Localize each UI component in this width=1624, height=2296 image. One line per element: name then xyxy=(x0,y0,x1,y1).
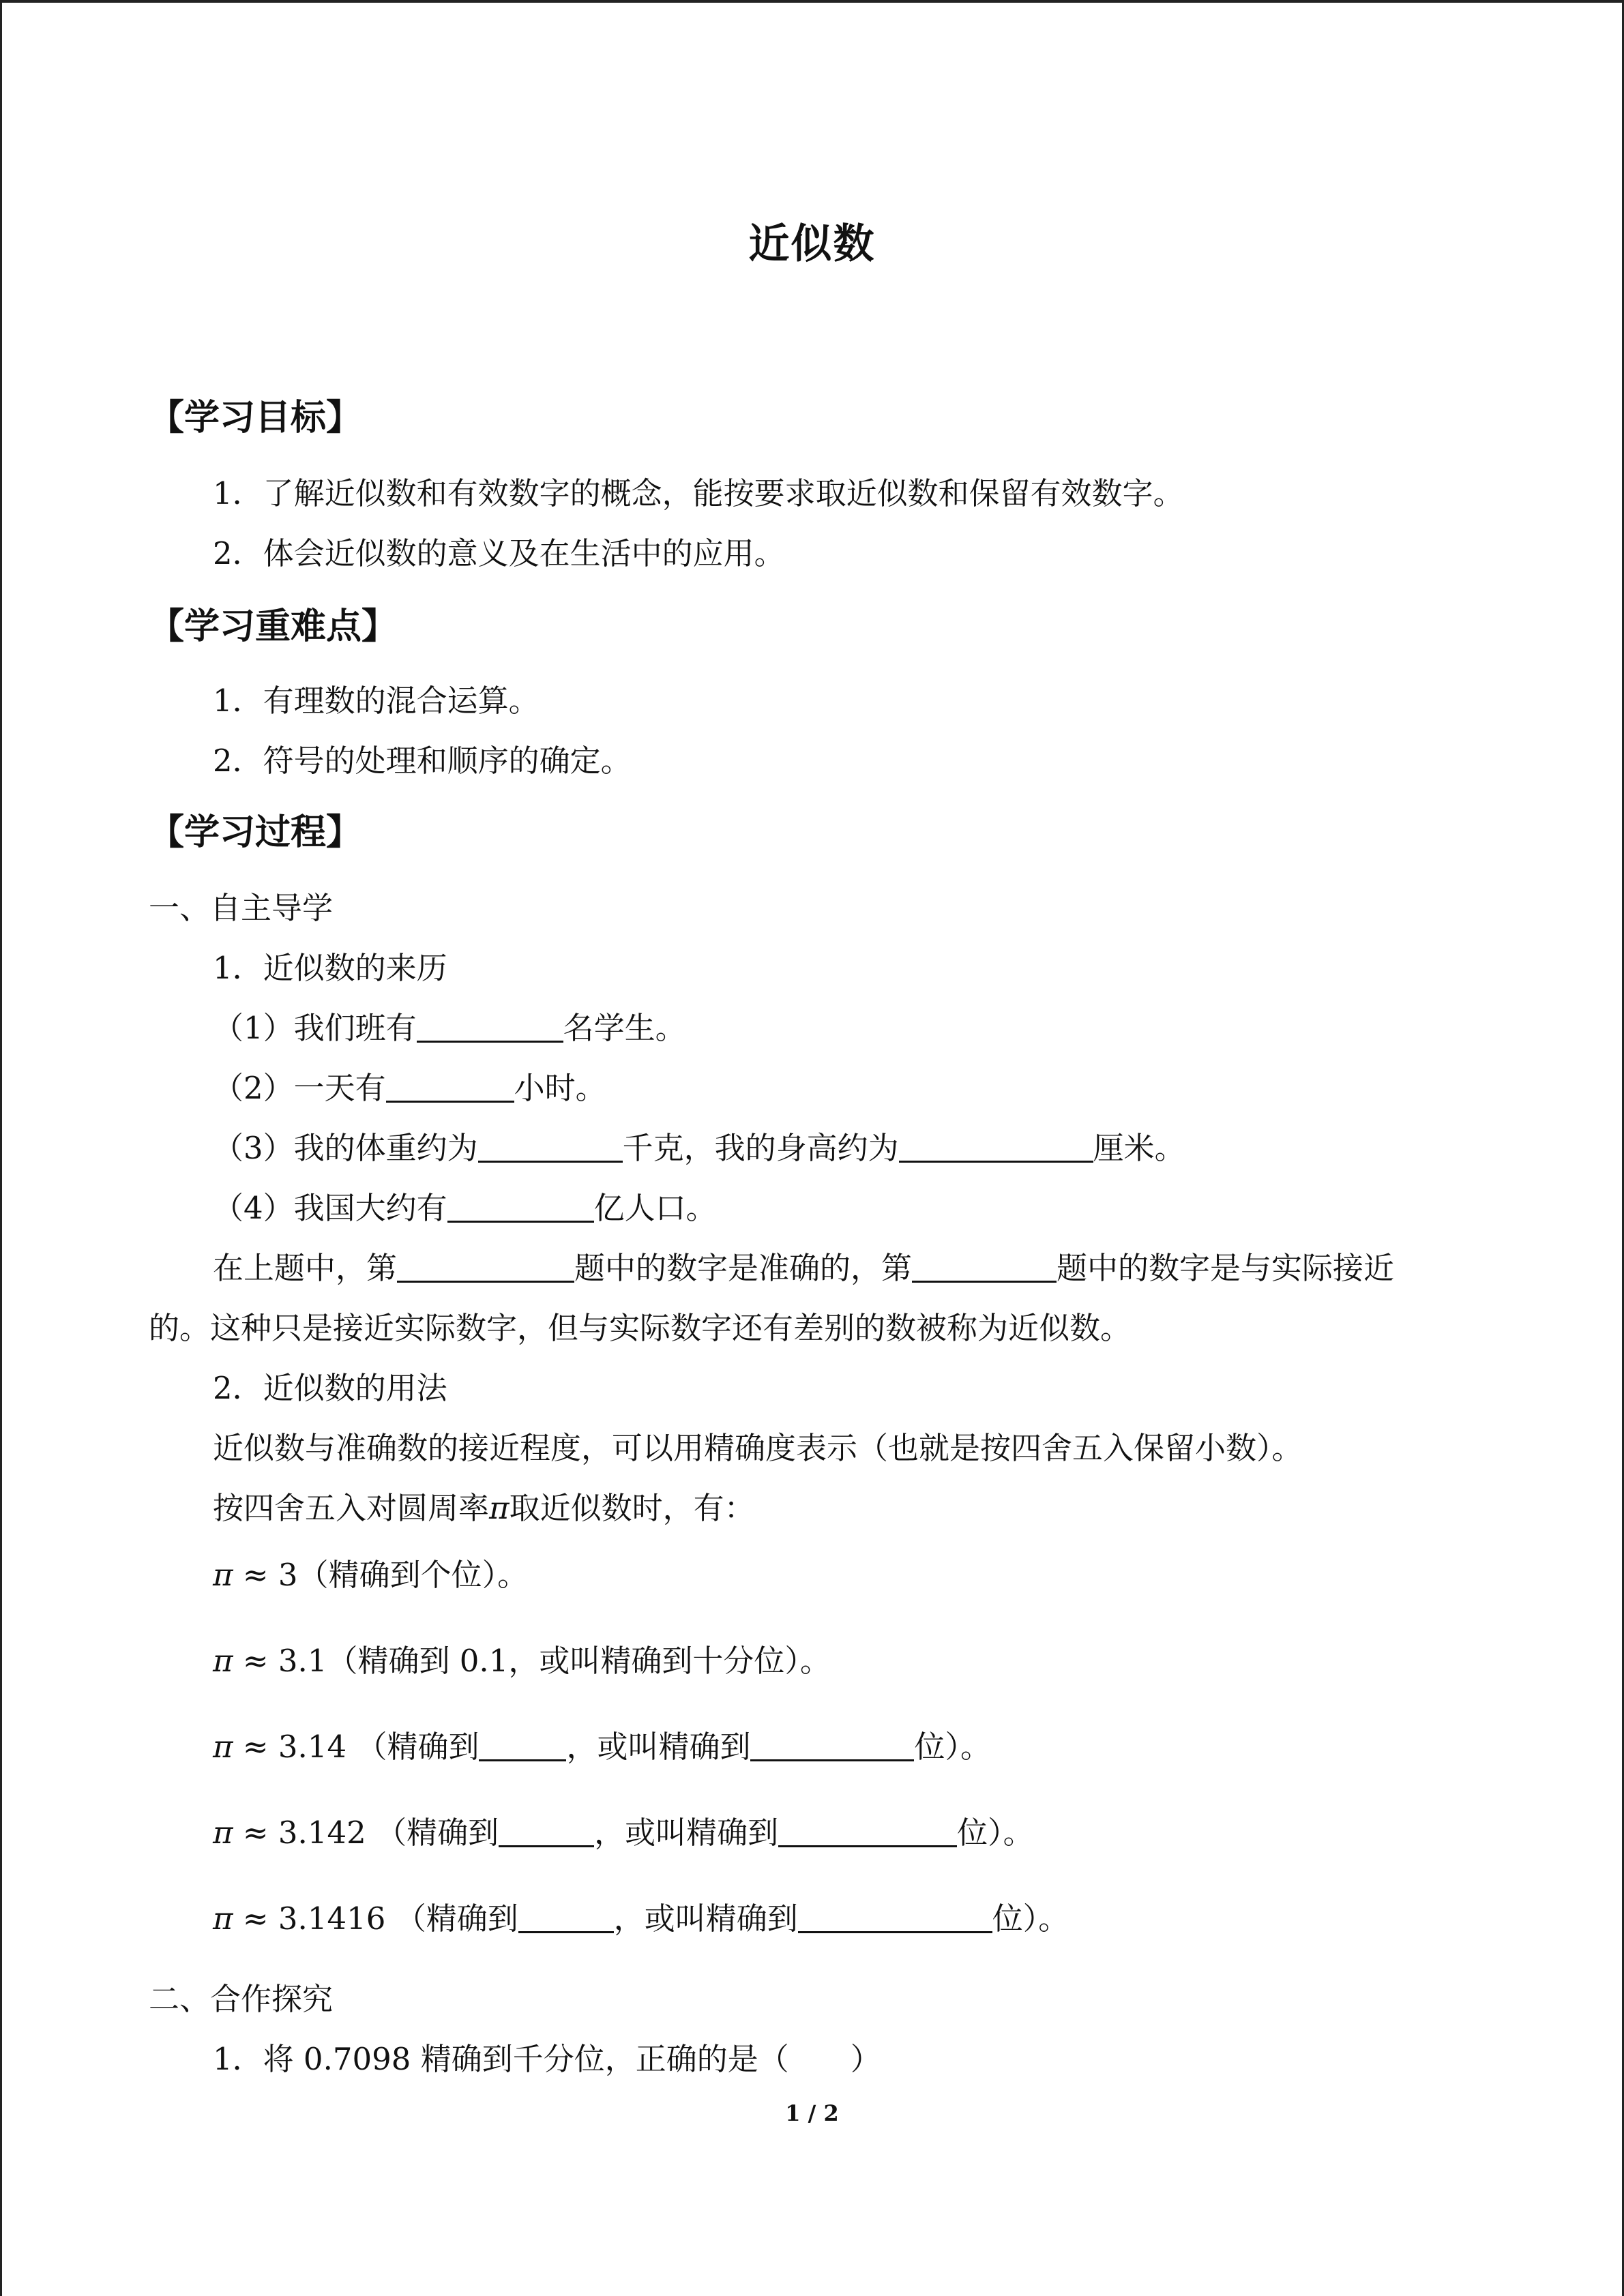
answer-blank[interactable] xyxy=(417,1009,563,1043)
part2-title: 二、合作探究 xyxy=(149,1981,334,2017)
answer-blank[interactable] xyxy=(447,1189,594,1223)
key-point-1: 1．有理数的混合运算。 xyxy=(213,683,540,719)
answer-blank[interactable] xyxy=(386,1069,514,1103)
question-4: （4）我国大约有 亿人口。 xyxy=(213,1190,717,1226)
pi-approx-4: π ≈ 3.142 （精确到 ，或叫精确到 位）。 xyxy=(213,1815,1034,1851)
explanation-paragraph: 在上题中，第 题中的数字是准确的，第 题中的数字是与实际接近 xyxy=(213,1250,1395,1286)
question-3: （3）我的体重约为 千克，我的身高约为 厘米。 xyxy=(213,1130,1185,1166)
key-point-2: 2．符号的处理和顺序的确定。 xyxy=(213,743,632,779)
pi-intro: 按四舍五入对圆周率π取近似数时，有： xyxy=(213,1490,755,1526)
answer-blank[interactable] xyxy=(912,1249,1057,1283)
pi-approx-3: π ≈ 3.14 （精确到 ，或叫精确到 位）。 xyxy=(213,1729,991,1765)
answer-blank[interactable] xyxy=(778,1814,957,1847)
sub1-title: 1．近似数的来历 xyxy=(213,950,447,986)
answer-blank[interactable] xyxy=(750,1728,914,1761)
page-border-left xyxy=(0,0,2,2296)
question-1: （1）我们班有 名学生。 xyxy=(213,1010,686,1046)
answer-blank[interactable] xyxy=(479,1728,566,1761)
page-number: 1 / 2 xyxy=(785,2100,839,2126)
heading-key-points: 【学习重难点】 xyxy=(149,606,398,647)
heading-process: 【学习过程】 xyxy=(149,812,362,853)
usage-text: 近似数与准确数的接近程度，可以用精确度表示（也就是按四舍五入保留小数）。 xyxy=(213,1430,1303,1466)
part1-title: 一、自主导学 xyxy=(149,890,334,926)
page-border-top xyxy=(0,0,1624,3)
pi-approx-1: π ≈ 3（精确到个位）。 xyxy=(213,1557,529,1593)
question-2: （2）一天有 小时。 xyxy=(213,1070,606,1106)
answer-blank[interactable] xyxy=(478,1129,623,1163)
answer-blank[interactable] xyxy=(899,1129,1093,1163)
coop-question-1: 1．将 0.7098 精确到千分位，正确的是（ ） xyxy=(213,2041,881,2077)
pi-symbol: π xyxy=(489,1490,510,1526)
heading-goals: 【学习目标】 xyxy=(149,398,362,438)
sub2-title: 2．近似数的用法 xyxy=(213,1370,447,1406)
answer-blank[interactable] xyxy=(798,1900,992,1933)
answer-blank[interactable] xyxy=(518,1900,614,1933)
explanation-continued: 的。这种只是接近实际数字，但与实际数字还有差别的数被称为近似数。 xyxy=(149,1310,1132,1346)
goal-item-2: 2．体会近似数的意义及在生活中的应用。 xyxy=(213,535,785,571)
pi-approx-2: π ≈ 3.1（精确到 0.1，或叫精确到十分位）。 xyxy=(213,1643,831,1679)
pi-approx-5: π ≈ 3.1416 （精确到 ，或叫精确到 位）。 xyxy=(213,1900,1069,1937)
page-title: 近似数 xyxy=(748,220,876,268)
answer-blank[interactable] xyxy=(499,1814,594,1847)
answer-blank[interactable] xyxy=(397,1249,574,1283)
goal-item-1: 1．了解近似数和有效数字的概念，能按要求取近似数和保留有效数字。 xyxy=(213,475,1184,511)
